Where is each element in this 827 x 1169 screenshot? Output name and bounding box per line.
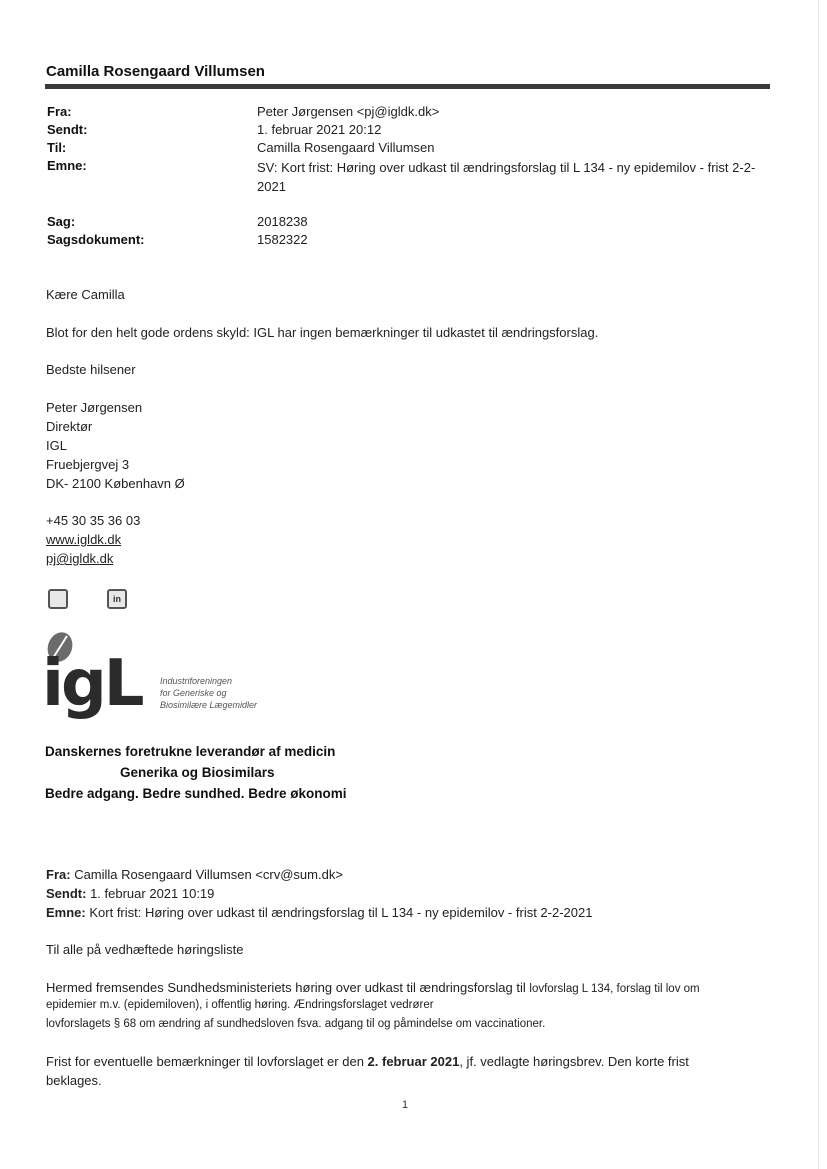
original-para2-line2: beklages. (46, 1073, 102, 1088)
header-rule (45, 84, 770, 89)
mailbox-owner: Camilla Rosengaard Villumsen (46, 63, 265, 80)
logo-line-1: Industriforeningen (160, 676, 233, 686)
original-intro: Til alle på vedhæftede høringsliste (46, 942, 244, 957)
linkedin-icon[interactable] (107, 589, 127, 609)
logo-line-2: for Generiske og (160, 688, 227, 698)
to-label: Til: (47, 140, 67, 155)
reply-body: Blot for den helt gode ordens skyld: IGL har ingen bemærkninger til udkastet til ændringsforslag. (46, 325, 599, 340)
original-subject-label: Emne: (46, 905, 86, 920)
case-label: Sag: (47, 214, 76, 229)
original-subject-value: Kort frist: Høring over udkast til ændringsforslag til L 134 - ny epidemilov - frist 2-2-2021 (89, 905, 593, 920)
signature-org: IGL (46, 438, 67, 453)
original-para1-line2: epidemier m.v. (epidemiloven), i offentlig høring. Ændringsforslaget vedrører (46, 999, 434, 1011)
original-para1-line1 (46, 980, 806, 995)
from-value: Peter Jørgensen <pj@igldk.dk> (257, 104, 440, 119)
casedoc-value: 1582322 (257, 232, 308, 247)
sent-label: Sendt: (47, 122, 88, 137)
logo-wordmark: igL (42, 647, 142, 721)
website-link[interactable]: www.igldk.dk (46, 532, 122, 547)
casedoc-label: Sagsdokument: (47, 232, 145, 247)
case-value: 2018238 (257, 214, 308, 229)
sent-value: 1. februar 2021 20:12 (257, 122, 382, 137)
original-from-label: Fra: (46, 867, 71, 882)
original-sent-label: Sendt: (46, 886, 87, 901)
original-subject (46, 905, 592, 920)
tagline-3: Bedre adgang. Bedre sundhed. Bedre økonomi (45, 786, 347, 801)
subject-value: SV: Kort frist: Høring over udkast til ændringsforslag til L 134 - ny epidemilov - frist 2-2-2021 (257, 160, 756, 194)
linkedin-text: in (113, 594, 121, 604)
signature-street: Fruebjergvej 3 (46, 457, 130, 472)
twitter-icon[interactable] (48, 589, 68, 609)
signature-city: DK- 2100 København Ø (46, 476, 185, 491)
logo-line-3: Biosimilære Lægemidler (160, 700, 258, 710)
from-label: Fra: (47, 104, 72, 119)
subject-label: Emne: (47, 158, 87, 173)
original-from-value: Camilla Rosengaard Villumsen <crv@sum.dk> (74, 867, 343, 882)
greeting: Kære Camilla (46, 287, 125, 302)
signature-phone: +45 30 35 36 03 (46, 513, 141, 528)
original-sent (46, 886, 214, 901)
para2-start: Frist for eventuelle bemærkninger til lovforslaget er den (46, 1054, 368, 1069)
tagline-2: Generika og Biosimilars (120, 765, 275, 780)
page-number: 1 (402, 1099, 409, 1111)
signature-name: Peter Jørgensen (46, 400, 143, 415)
scan-edge (818, 0, 819, 1169)
email-link[interactable]: pj@igldk.dk (46, 551, 114, 566)
original-para2-line1 (46, 1054, 806, 1069)
closing: Bedste hilsener (46, 362, 136, 377)
to-value: Camilla Rosengaard Villumsen (257, 140, 435, 155)
para1-end: lovforslag L 134, forslag til lov om (529, 983, 700, 995)
para2-deadline: 2. februar 2021 (367, 1054, 460, 1069)
tagline-1: Danskernes foretrukne leverandør af medicin (45, 744, 336, 759)
original-sent-value: 1. februar 2021 10:19 (90, 886, 215, 901)
signature-title: Direktør (46, 419, 93, 434)
original-para1-line3: lovforslagets § 68 om ændring af sundhedsloven fsva. adgang til og påmindelse om vaccinationer. (46, 1018, 546, 1030)
para1-start: Hermed fremsendes Sundhedsministeriets høring over udkast til ændringsforslag til (46, 980, 530, 995)
para2-end: , jf. vedlagte høringsbrev. Den korte frist (459, 1054, 689, 1069)
original-from (46, 867, 343, 882)
